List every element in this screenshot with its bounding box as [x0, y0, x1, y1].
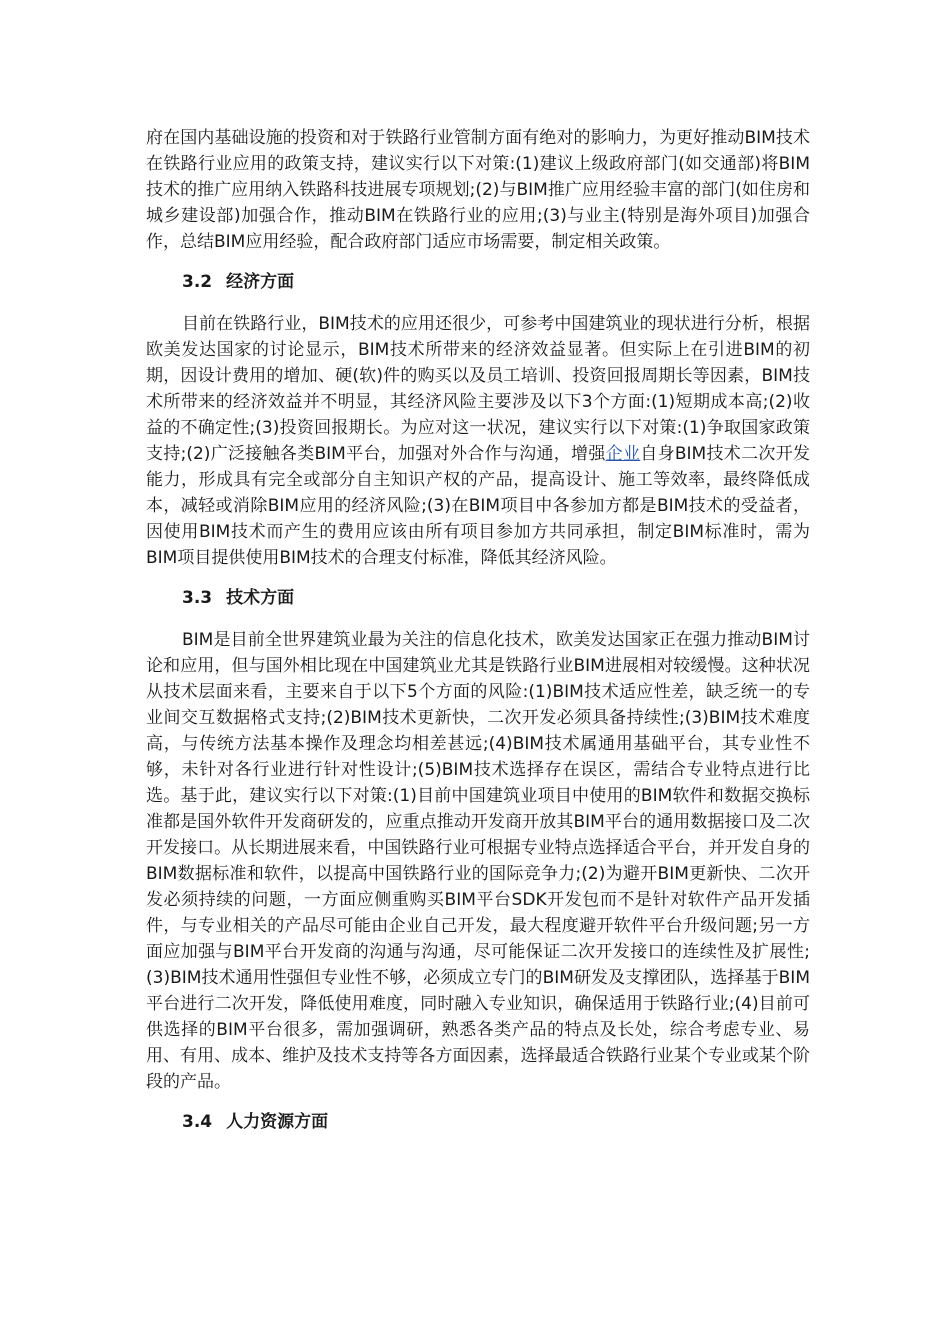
section-heading-3-4 — [146, 1109, 810, 1135]
economic-text-part-2: 自身BIM技术二次开发能力，形成具有完全或部分自主知识产权的产品，提高设计、施工等效率，最终降低成本，减轻或消除BIM应用的经济风险;(3)在BIM项目中各参加方都是BIM技术的受益者，因使用BIM技术而产生的费用应该由所有项目参加方共同承担，制定BIM标准时，需为BIM项目提供使用BIM技术的合理支付标准，降低其经济风险。 — [146, 444, 811, 568]
section-number: 3.2 — [182, 272, 213, 292]
economic-text-part-1: 目前在铁路行业，BIM技术的应用还很少，可参考中国建筑业的现状进行分析，根据欧美发达国家的讨论显示，BIM技术所带来的经济效益显著。但实际上在引进BIM的初期，因设计费用的增加、硬(软)件的购买以及员工培训、投资回报周期长等因素，BIM技术所带来的经济效益并不明显，其经济风险主要涉及以下3个方面:(1)短期成本高;(2)收益的不确定性;(3)投资回报期长。为应对这一状况，建议实行以下对策:(1)争取国家政策支持;(2)广泛接触各类BIM平台，加强对外合作与沟通，增强 — [146, 314, 810, 464]
section-number: 3.3 — [182, 588, 213, 608]
enterprise-link[interactable]: 企业 — [605, 444, 641, 464]
technical-paragraph: BIM是目前全世界建筑业最为关注的信息化技术，欧美发达国家正在强力推动BIM讨论和应用，但与国外相比现在中国建筑业尤其是铁路行业BIM进展相对较缓慢。这种状况从技术层面来看，主要来自于以下5个方面的风险:(1)BIM技术适应性差，缺乏统一的专业间交互数据格式支持;(2)BIM技术更新快，二次开发必须具备持续性;(3)BIM技术难度高，与传统方法基本操作及理念均相差甚远;(4)BIM技术属通用基础平台，其专业性不够，未针对各行业进行针对性设计;(5)BIM技术选择存在误区，需结合专业特点进行比选。基于此，建议实行以下对策:(1)目前中国建筑业项目中使用的BIM软件和数据交换标准都是国外软件开发商研发的，应重点推动开发商开放其BIM平台的通用数据接口及二次开发接口。从长期进展来看，中国铁路行业可根据专业特点选择适合平台，并开发自身的BIM数据标准和软件，以提高中国铁路行业的国际竞争力;(2)为避开BIM更新快、二次开发必须持续的问题，一方面应侧重购买BIM平台SDK开发包而不是针对软件产品开发插件，与专业相关的产品尽可能由企业自己开发，最大程度避开软件平台升级问题;另一方面应加强与BIM平台开发商的沟通与沟通，尽可能保证二次开发接口的连续性及扩展性;(3)BIM技术通用性强但专业性不够，必须成立专门的BIM研发及支撑团队，选择基于BIM平台进行二次开发，降低使用难度，同时融入专业知识，确保适用于铁路行业;(4)目前可供选择的BIM平台很多，需加强调研，熟悉各类产品的特点及长处，综合考虑专业、易用、有用、成本、维护及技术支持等各方面因素，选择最适合铁路行业某个专业或某个阶段的产品。 — [146, 630, 810, 1092]
section-title: 经济方面 — [226, 272, 295, 292]
section-number: 3.4 — [182, 1112, 213, 1132]
section-heading-3-2 — [146, 269, 810, 295]
section-title: 人力资源方面 — [226, 1112, 329, 1132]
section-heading-3-3 — [146, 585, 810, 611]
economic-paragraph — [146, 311, 810, 571]
intro-paragraph: 府在国内基础设施的投资和对于铁路行业管制方面有绝对的影响力，为更好推动BIM技术在铁路行业应用的政策支持，建议实行以下对策:(1)建议上级政府部门(如交通部)将BIM技术的推广应用纳入铁路科技进展专项规划;(2)与BIM推广应用经验丰富的部门(如住房和城乡建设部)加强合作，推动BIM在铁路行业的应用;(3)与业主(特别是海外项目)加强合作，总结BIM应用经验，配合政府部门适应市场需要，制定相关政策。 — [146, 128, 810, 252]
section-title: 技术方面 — [226, 588, 295, 608]
document-page — [146, 125, 810, 1135]
